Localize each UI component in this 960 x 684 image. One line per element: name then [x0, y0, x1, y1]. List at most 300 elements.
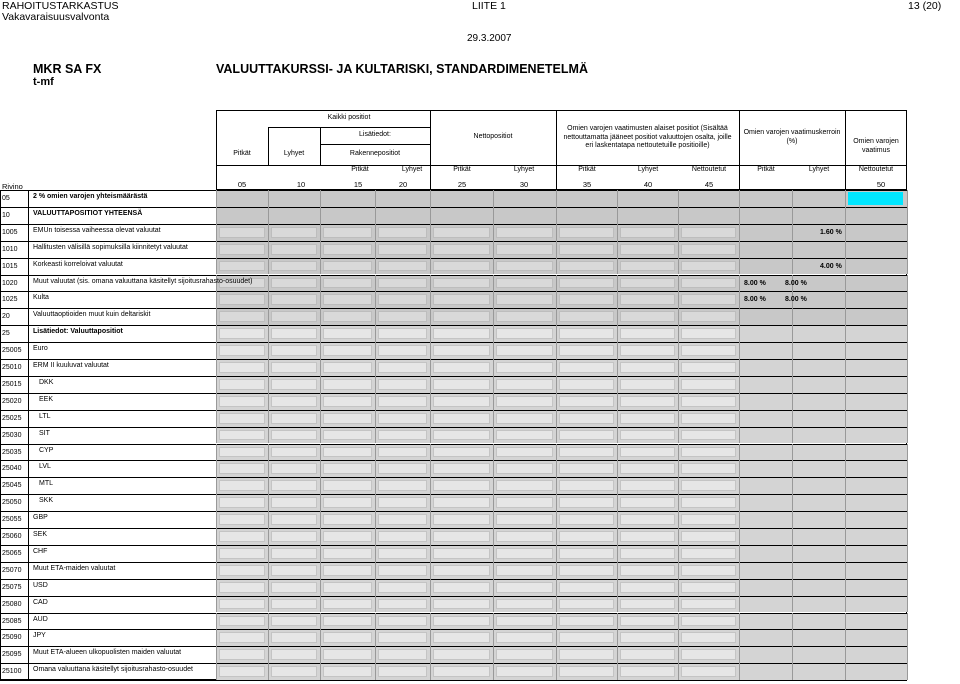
input-cell[interactable] [620, 362, 675, 373]
row-number: 25100 [2, 668, 22, 676]
input-cell[interactable] [323, 666, 372, 677]
input-cell[interactable] [219, 379, 265, 390]
input-cell[interactable] [271, 278, 317, 289]
input-cell[interactable] [323, 463, 372, 474]
input-cell[interactable] [496, 413, 553, 424]
input-cell[interactable] [681, 362, 736, 373]
input-cell[interactable] [271, 244, 317, 255]
input-cell[interactable] [496, 227, 553, 238]
input-cell[interactable] [378, 362, 427, 373]
row-number: 25035 [2, 448, 22, 456]
input-cell[interactable] [559, 463, 614, 474]
input-cell[interactable] [681, 447, 736, 458]
input-cell[interactable] [681, 379, 736, 390]
input-cell[interactable] [681, 480, 736, 491]
input-cell[interactable] [271, 666, 317, 677]
row-label: LVL [39, 463, 51, 471]
input-cell[interactable] [378, 616, 427, 627]
input-cell[interactable] [559, 227, 614, 238]
input-cell[interactable] [559, 582, 614, 593]
input-cell[interactable] [620, 244, 675, 255]
input-cell[interactable] [323, 328, 372, 339]
header-long: Pitkät [233, 150, 251, 157]
input-cell[interactable] [378, 261, 427, 272]
input-cell[interactable] [559, 396, 614, 407]
row-number: 1025 [2, 296, 18, 304]
input-cell[interactable] [496, 632, 553, 643]
input-cell[interactable] [433, 362, 490, 373]
coefficient-value: 1.60 % [820, 228, 842, 236]
input-cell[interactable] [271, 548, 317, 559]
input-cell[interactable] [378, 565, 427, 576]
input-cell[interactable] [433, 514, 490, 525]
input-cell[interactable] [323, 514, 372, 525]
input-cell[interactable] [496, 463, 553, 474]
input-cell[interactable] [219, 582, 265, 593]
input-cell[interactable] [496, 294, 553, 305]
row-label: Valuuttaoptioiden muut kuin deltariskit [33, 311, 151, 319]
input-cell[interactable] [219, 447, 265, 458]
row-number: 25065 [2, 549, 22, 557]
row-number: 25060 [2, 533, 22, 540]
input-cell[interactable] [323, 244, 372, 255]
row-number: 25075 [2, 583, 22, 591]
header-all-positions: Kaikki positiot [327, 114, 371, 121]
input-cell[interactable] [378, 227, 427, 238]
input-cell[interactable] [378, 632, 427, 643]
input-cell[interactable] [433, 430, 490, 441]
input-cell[interactable] [323, 582, 372, 593]
input-cell[interactable] [496, 649, 553, 660]
input-cell[interactable] [378, 294, 427, 305]
input-cell[interactable] [559, 413, 614, 424]
input-cell[interactable] [496, 514, 553, 525]
input-cell[interactable] [620, 430, 675, 441]
input-cell[interactable] [323, 497, 372, 508]
input-cell[interactable] [433, 497, 490, 508]
input-cell[interactable] [378, 379, 427, 390]
input-cell[interactable] [681, 413, 736, 424]
input-cell[interactable] [271, 599, 317, 610]
input-cell[interactable] [681, 430, 736, 441]
input-cell[interactable] [378, 328, 427, 339]
row-label: JPY [33, 632, 46, 640]
input-cell[interactable] [378, 311, 427, 322]
header-net-positions: Nettopositiot [473, 133, 513, 140]
input-cell[interactable] [559, 362, 614, 373]
input-cell[interactable] [559, 632, 614, 643]
column-number: 05 [237, 180, 247, 189]
input-cell[interactable] [271, 649, 317, 660]
input-cell[interactable] [620, 311, 675, 322]
input-cell[interactable] [681, 497, 736, 508]
input-cell[interactable] [378, 244, 427, 255]
input-cell[interactable] [433, 261, 490, 272]
input-cell[interactable] [559, 616, 614, 627]
input-cell[interactable] [433, 227, 490, 238]
input-cell[interactable] [323, 227, 372, 238]
input-cell[interactable] [496, 531, 553, 542]
row-number: 20 [2, 313, 10, 321]
input-cell[interactable] [271, 514, 317, 525]
row-label: SKK [39, 497, 54, 505]
input-cell[interactable] [433, 616, 490, 627]
input-cell[interactable] [559, 379, 614, 390]
input-cell[interactable] [559, 599, 614, 610]
input-cell[interactable] [433, 565, 490, 576]
input-cell[interactable] [620, 447, 675, 458]
input-cell[interactable] [378, 447, 427, 458]
page-number: 13 (20) [908, 0, 942, 12]
row-number: 25045 [2, 482, 22, 490]
input-cell[interactable] [323, 565, 372, 576]
input-cell[interactable] [681, 278, 736, 289]
input-cell[interactable] [496, 261, 553, 272]
input-cell[interactable] [323, 413, 372, 424]
input-cell[interactable] [378, 531, 427, 542]
input-cell[interactable] [219, 261, 265, 272]
form-subcode: t-mf [33, 76, 54, 88]
input-cell[interactable] [323, 599, 372, 610]
input-cell[interactable] [496, 311, 553, 322]
input-cell[interactable] [219, 565, 265, 576]
input-cell[interactable] [559, 447, 614, 458]
row-number: 25070 [2, 566, 22, 574]
input-cell[interactable] [681, 616, 736, 627]
input-cell[interactable] [219, 227, 265, 238]
attachment-label: LIITE 1 [472, 0, 506, 12]
input-cell[interactable] [433, 396, 490, 407]
input-cell[interactable] [559, 311, 614, 322]
input-cell[interactable] [323, 447, 372, 458]
input-cell[interactable] [271, 632, 317, 643]
input-cell[interactable] [681, 599, 736, 610]
input-cell[interactable] [433, 311, 490, 322]
input-cell[interactable] [620, 396, 675, 407]
input-cell[interactable] [681, 227, 736, 238]
input-cell[interactable] [271, 261, 317, 272]
input-cell[interactable] [681, 261, 736, 272]
input-cell[interactable] [219, 463, 265, 474]
row-label: VALUUTTAPOSITIOT YHTEENSÄ [33, 209, 143, 217]
input-cell[interactable] [219, 666, 265, 677]
input-cell[interactable] [433, 244, 490, 255]
row-label: Muut ETA-alueen ulkopuolisten maiden valuutat [33, 649, 182, 657]
input-cell[interactable] [219, 616, 265, 627]
input-cell[interactable] [433, 345, 490, 356]
input-cell[interactable] [496, 582, 553, 593]
row-number: 25055 [2, 516, 22, 524]
input-cell[interactable] [620, 666, 675, 677]
input-cell[interactable] [271, 447, 317, 458]
input-cell[interactable] [620, 582, 675, 593]
input-cell[interactable] [323, 396, 372, 407]
input-cell[interactable] [620, 261, 675, 272]
column-subheader: Pitkät [578, 166, 596, 173]
input-cell[interactable] [433, 447, 490, 458]
input-cell[interactable] [496, 244, 553, 255]
input-cell[interactable] [559, 261, 614, 272]
input-cell[interactable] [433, 548, 490, 559]
column-number: 30 [519, 180, 529, 189]
input-cell[interactable] [559, 328, 614, 339]
input-cell[interactable] [433, 413, 490, 424]
input-cell[interactable] [219, 345, 265, 356]
row-number: 25010 [2, 364, 22, 371]
input-cell[interactable] [559, 480, 614, 491]
input-cell[interactable] [433, 599, 490, 610]
input-cell[interactable] [559, 244, 614, 255]
row-number: 1015 [2, 262, 18, 270]
input-cell[interactable] [559, 666, 614, 677]
input-cell[interactable] [620, 548, 675, 559]
input-cell[interactable] [681, 311, 736, 322]
input-cell[interactable] [620, 632, 675, 643]
input-cell[interactable] [620, 497, 675, 508]
column-subheader: Nettoutetut [858, 166, 894, 173]
input-cell[interactable] [323, 548, 372, 559]
input-cell[interactable] [433, 531, 490, 542]
column-number: 15 [353, 180, 363, 189]
input-cell[interactable] [559, 430, 614, 441]
input-cell[interactable] [559, 278, 614, 289]
input-cell[interactable] [323, 649, 372, 660]
header-own-funds-desc: Omien varojen vaatimusten alaiset positiot (Sisältää nettouttamatta jääneet positiot valuuttojen osalta, joille eri laskentatapa nettoutetuille positioille) [563, 125, 732, 149]
input-cell[interactable] [323, 531, 372, 542]
org-name: RAHOITUSTARKASTUS [2, 0, 119, 12]
input-cell[interactable] [271, 311, 317, 322]
input-cell[interactable] [219, 294, 265, 305]
input-cell[interactable] [559, 497, 614, 508]
input-cell[interactable] [433, 649, 490, 660]
input-cell[interactable] [620, 345, 675, 356]
row-label: DKK [39, 378, 54, 386]
input-cell[interactable] [559, 548, 614, 559]
input-cell[interactable] [219, 311, 265, 322]
input-cell[interactable] [433, 463, 490, 474]
input-cell[interactable] [496, 396, 553, 407]
input-cell[interactable] [433, 480, 490, 491]
input-cell[interactable] [620, 565, 675, 576]
input-cell[interactable] [620, 379, 675, 390]
input-cell[interactable] [378, 582, 427, 593]
input-cell[interactable] [219, 396, 265, 407]
input-cell[interactable] [271, 294, 317, 305]
row-number: 25085 [2, 617, 22, 625]
input-cell[interactable] [323, 480, 372, 491]
input-cell[interactable] [323, 632, 372, 643]
input-cell[interactable] [433, 666, 490, 677]
input-cell[interactable] [323, 261, 372, 272]
column-number: 20 [398, 180, 408, 189]
input-cell[interactable] [271, 531, 317, 542]
row-label: ERM II kuuluvat valuutat [33, 362, 109, 369]
input-cell[interactable] [620, 328, 675, 339]
input-cell[interactable] [378, 480, 427, 491]
input-cell[interactable] [219, 244, 265, 255]
input-cell[interactable] [496, 379, 553, 390]
column-number: 45 [704, 180, 714, 189]
input-cell[interactable] [496, 430, 553, 441]
input-cell[interactable] [620, 463, 675, 474]
input-cell[interactable] [271, 345, 317, 356]
input-cell[interactable] [378, 548, 427, 559]
input-cell[interactable] [681, 396, 736, 407]
input-cell[interactable] [681, 582, 736, 593]
input-cell[interactable] [681, 531, 736, 542]
row-label: Muut ETA-maiden valuutat [33, 564, 116, 572]
input-cell[interactable] [620, 616, 675, 627]
input-cell[interactable] [271, 497, 317, 508]
input-cell[interactable] [271, 362, 317, 373]
input-cell[interactable] [559, 531, 614, 542]
input-cell[interactable] [271, 413, 317, 424]
input-cell[interactable] [378, 430, 427, 441]
column-subheader: Nettoutetut [691, 166, 727, 173]
input-cell[interactable] [219, 649, 265, 660]
input-cell[interactable] [271, 396, 317, 407]
input-cell[interactable] [496, 616, 553, 627]
input-cell[interactable] [681, 632, 736, 643]
input-cell[interactable] [620, 294, 675, 305]
coefficient-value: 4.00 % [820, 262, 842, 270]
input-cell[interactable] [271, 463, 317, 474]
input-cell[interactable] [323, 379, 372, 390]
input-cell[interactable] [323, 616, 372, 627]
input-cell[interactable] [378, 278, 427, 289]
input-cell[interactable] [559, 345, 614, 356]
input-cell[interactable] [681, 294, 736, 305]
input-cell[interactable] [323, 362, 372, 373]
input-cell[interactable] [271, 227, 317, 238]
input-cell[interactable] [378, 666, 427, 677]
input-cell[interactable] [219, 413, 265, 424]
input-cell[interactable] [681, 514, 736, 525]
column-subheader: Pitkät [351, 166, 369, 173]
column-number: 25 [457, 180, 467, 189]
input-cell[interactable] [620, 413, 675, 424]
input-cell[interactable] [433, 278, 490, 289]
input-cell[interactable] [681, 463, 736, 474]
input-cell[interactable] [219, 599, 265, 610]
input-cell[interactable] [433, 632, 490, 643]
header-short: Lyhyet [283, 150, 305, 157]
input-cell[interactable] [271, 616, 317, 627]
input-cell[interactable] [496, 548, 553, 559]
requirement-total-cell[interactable] [848, 192, 903, 205]
row-label: EEK [39, 395, 54, 403]
input-cell[interactable] [271, 480, 317, 491]
input-cell[interactable] [559, 649, 614, 660]
input-cell[interactable] [433, 328, 490, 339]
input-cell[interactable] [433, 294, 490, 305]
input-cell[interactable] [378, 396, 427, 407]
input-cell[interactable] [681, 666, 736, 677]
input-cell[interactable] [323, 294, 372, 305]
row-label: USD [33, 581, 48, 589]
input-cell[interactable] [496, 362, 553, 373]
input-cell[interactable] [378, 413, 427, 424]
input-cell[interactable] [620, 480, 675, 491]
input-cell[interactable] [378, 599, 427, 610]
column-number: 50 [876, 180, 886, 189]
row-number: 25030 [2, 431, 22, 439]
input-cell[interactable] [620, 531, 675, 542]
input-cell[interactable] [271, 430, 317, 441]
input-cell[interactable] [271, 328, 317, 339]
input-cell[interactable] [559, 294, 614, 305]
row-label: CAD [33, 598, 48, 606]
input-cell[interactable] [219, 497, 265, 508]
input-cell[interactable] [620, 514, 675, 525]
header-coefficient: Omien varojen vaatimuskerroin (%) [743, 129, 841, 145]
column-number: 40 [643, 180, 653, 189]
input-cell[interactable] [620, 599, 675, 610]
input-cell[interactable] [559, 514, 614, 525]
input-cell[interactable] [496, 328, 553, 339]
input-cell[interactable] [620, 649, 675, 660]
input-cell[interactable] [323, 345, 372, 356]
input-cell[interactable] [271, 582, 317, 593]
input-cell[interactable] [219, 480, 265, 491]
input-cell[interactable] [378, 497, 427, 508]
input-cell[interactable] [496, 497, 553, 508]
input-cell[interactable] [323, 278, 372, 289]
input-cell[interactable] [620, 278, 675, 289]
input-cell[interactable] [620, 227, 675, 238]
input-cell[interactable] [681, 649, 736, 660]
input-cell[interactable] [219, 362, 265, 373]
input-cell[interactable] [219, 531, 265, 542]
input-cell[interactable] [496, 565, 553, 576]
input-cell[interactable] [378, 514, 427, 525]
page-title: VALUUTTAKURSSI- JA KULTARISKI, STANDARDIMENETELMÄ [216, 62, 588, 76]
input-cell[interactable] [496, 599, 553, 610]
header-structured: Rakennepositiot [349, 150, 401, 157]
column-subheader: Lyhyet [808, 166, 830, 173]
input-cell[interactable] [378, 463, 427, 474]
input-cell[interactable] [681, 345, 736, 356]
input-cell[interactable] [681, 565, 736, 576]
input-cell[interactable] [681, 244, 736, 255]
input-cell[interactable] [271, 379, 317, 390]
input-cell[interactable] [433, 379, 490, 390]
input-cell[interactable] [219, 548, 265, 559]
input-cell[interactable] [496, 345, 553, 356]
row-label: SIT [39, 429, 50, 437]
row-label: AUD [33, 615, 48, 623]
input-cell[interactable] [323, 430, 372, 441]
input-cell[interactable] [433, 582, 490, 593]
input-cell[interactable] [219, 430, 265, 441]
input-cell[interactable] [496, 480, 553, 491]
input-cell[interactable] [219, 514, 265, 525]
input-cell[interactable] [219, 328, 265, 339]
input-cell[interactable] [496, 666, 553, 677]
input-cell[interactable] [496, 447, 553, 458]
input-cell[interactable] [271, 565, 317, 576]
column-number: 10 [296, 180, 306, 189]
input-cell[interactable] [378, 345, 427, 356]
input-cell[interactable] [496, 278, 553, 289]
row-number: 25040 [2, 465, 22, 473]
input-cell[interactable] [323, 311, 372, 322]
input-cell[interactable] [219, 632, 265, 643]
input-cell[interactable] [378, 649, 427, 660]
input-cell[interactable] [681, 328, 736, 339]
input-cell[interactable] [681, 548, 736, 559]
input-cell[interactable] [559, 565, 614, 576]
